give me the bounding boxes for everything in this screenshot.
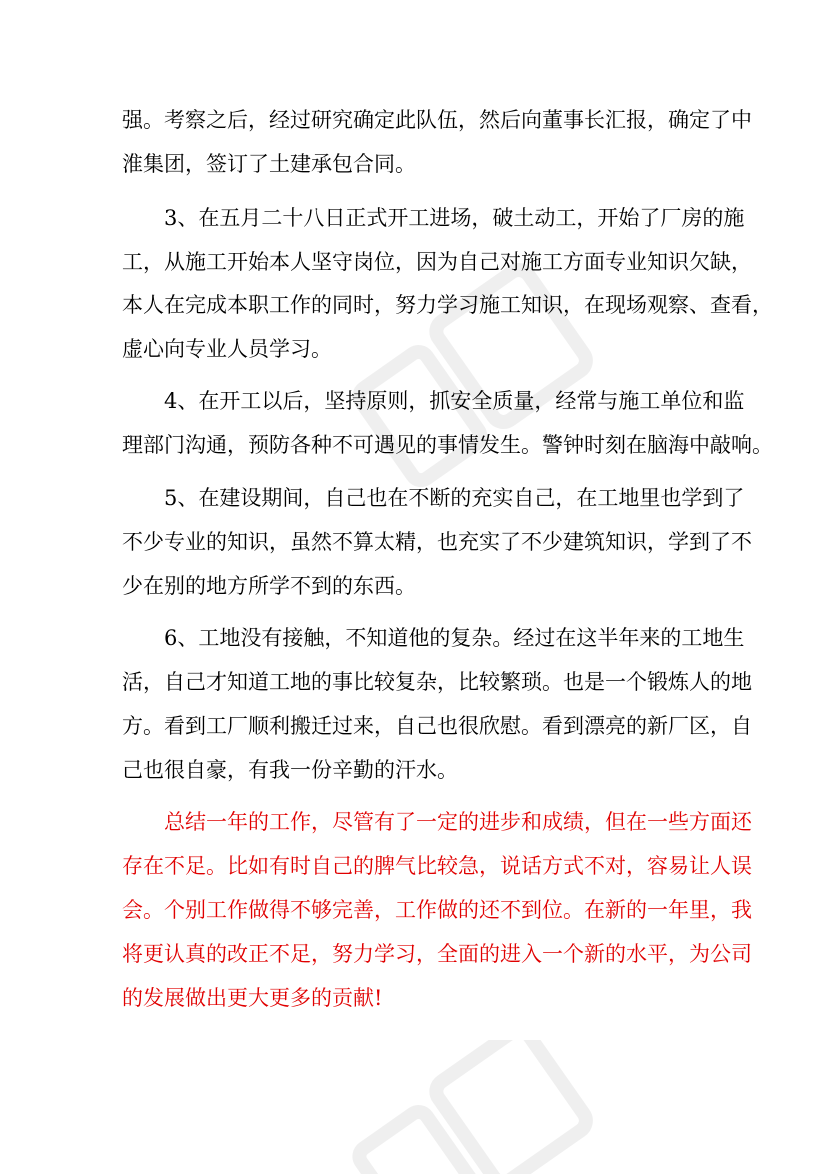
text-line: 少在别的地方所学不到的东西。: [122, 574, 416, 598]
text-line: 的发展做出更大更多的贡献!: [122, 986, 383, 1010]
text-line: 己也很自豪，有我一份辛勤的汗水。: [122, 758, 458, 782]
text-line: 6、工地没有接触，不知道他的复杂。经过在这半年来的工地生: [164, 626, 745, 650]
text-line: 理部门沟通，预防各种不可遇见的事情发生。警钟时刻在脑海中敲响。: [122, 433, 773, 457]
text-line: 将更认真的改正不足，努力学习，全面的进入一个新的水平，为公司: [122, 942, 752, 966]
text-line: 工，从施工开始本人坚守岗位，因为自己对施工方面专业知识欠缺，: [122, 250, 752, 274]
text-line: 4、在开工以后，坚持原则，抓安全质量，经常与施工单位和监: [164, 389, 745, 413]
watermark-stamp-icon: [330, 250, 630, 510]
text-line: 存在不足。比如有时自己的脾气比较急，说话方式不对，容易让人误: [122, 854, 752, 878]
text-line: 活，自己才知道工地的事比较复杂，比较繁琐。也是一个锻炼人的地: [122, 670, 752, 694]
text-line: 3、在五月二十八日正式开工进场，破土动工，开始了厂房的施: [164, 206, 745, 230]
text-line: 本人在完成本职工作的同时，努力学习施工知识，在现场观察、查看，: [122, 293, 773, 317]
text-line: 淮集团，签订了土建承包合同。: [122, 152, 416, 176]
text-line: 方。看到工厂顺利搬迁过来，自己也很欣慰。看到漂亮的新厂区，自: [122, 714, 752, 738]
text-line: 不少专业的知识，虽然不算太精，也充实了不少建筑知识，学到了不: [122, 530, 752, 554]
text-line: 会。个别工作做得不够完善，工作做的还不到位。在新的一年里，我: [122, 898, 752, 922]
text-line: 总结一年的工作，尽管有了一定的进步和成绩，但在一些方面还: [164, 810, 752, 834]
text-line: 5、在建设期间，自己也在不断的充实自己，在工地里也学到了: [164, 486, 745, 510]
text-line: 强。考察之后，经过研究确定此队伍，然后向董事长汇报，确定了中: [122, 108, 752, 132]
watermark-stamp-icon-bottom: [330, 1040, 630, 1174]
text-line: 虚心向专业人员学习。: [122, 337, 332, 361]
